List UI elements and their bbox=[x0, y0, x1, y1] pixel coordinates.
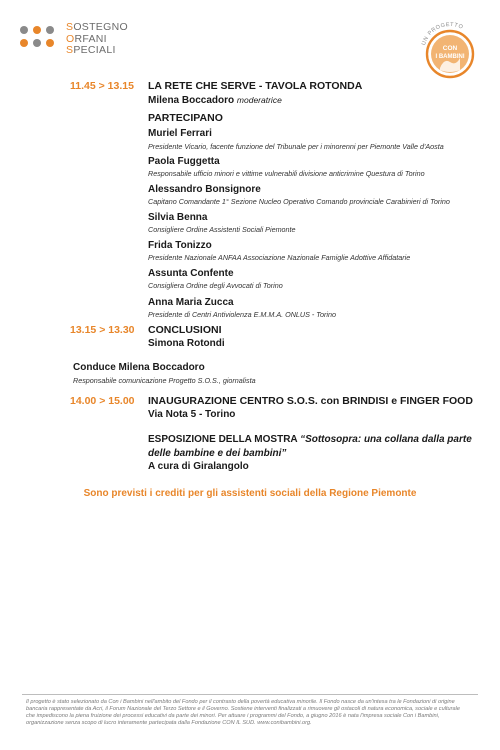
svg-text:I BAMBINI: I BAMBINI bbox=[435, 54, 465, 60]
exhibit-curator: A cura di Giralangolo bbox=[148, 461, 249, 472]
participant-role: Presidente di Centri Antiviolenza E.M.M.A. ONLUS - Torino bbox=[148, 310, 337, 319]
session2-speaker: Simona Rotondi bbox=[148, 338, 225, 349]
svg-text:UN PROGETTO: UN PROGETTO bbox=[420, 21, 465, 47]
credits-notice: Sono previsti i crediti per gli assistenti sociali della Regione Piemonte bbox=[83, 488, 417, 499]
footer-text: Il progetto è stato selezionato da Con i Bambini nell'ambito del Fondo per il contrasto della povertà educativa minorile. Il Fondo nasce da un'intesa tra le Fondazioni di origine bancaria rappresentate da Acri, il Forum Nazionale del Terzo Settore e il Governo. Sostiene interventi finalizzati a rimuovere gli ostacoli di natura economica, sociale e culturale che impediscono la piena fruizione dei processi educativi da parte dei minori. Per attuare i programmi del Fondo, a giugno 2016 è nata l'impresa sociale Con i Bambini, organizzazione senza scopo di lucro interamente partecipata dalla Fondazione CON IL SUD. www.conibambini.org. bbox=[26, 699, 460, 727]
session2-title: CONCLUSIONI bbox=[148, 324, 222, 336]
conduce-role: Responsabile comunicazione Progetto S.O.S., giornalista bbox=[73, 376, 256, 385]
conduce-title: Conduce Milena Boccadoro bbox=[73, 362, 205, 373]
session3-title: INAUGURAZIONE CENTRO S.O.S. con BRINDISI e FINGER FOOD bbox=[148, 395, 473, 407]
participant-role: Presidente Nazionale ANFAA Associazione Nazionale Famiglie Adottive Affidatarie bbox=[148, 253, 411, 262]
participant-role: Consigliere Ordine Assistenti Sociali Piemonte bbox=[148, 225, 296, 234]
participant-role: Consigliera Ordine degli Avvocati di Torino bbox=[148, 281, 283, 290]
session3-time: 14.00 > 15.00 bbox=[70, 395, 135, 407]
session3-address: Via Nota 5 - Torino bbox=[148, 409, 236, 420]
participant-role: Responsabile ufficio minori e vittime vulnerabili divisione anticrimine Questura di Torino bbox=[148, 169, 425, 178]
logo-mark bbox=[20, 26, 58, 52]
participant-name: Paola Fuggetta bbox=[148, 156, 220, 167]
exhibit-block: ESPOSIZIONE DELLA MOSTRA “Sottosopra: una collana dalla parte delle bambine e dei bambini” bbox=[148, 434, 472, 459]
participant-name: Alessandro Bonsignore bbox=[148, 184, 261, 195]
footer-divider bbox=[22, 694, 478, 695]
participant-name: Silvia Benna bbox=[148, 212, 208, 223]
session1-title: LA RETE CHE SERVE - TAVOLA ROTONDA bbox=[148, 80, 363, 92]
participant-name: Frida Tonizzo bbox=[148, 240, 212, 251]
participant-role: Presidente Vicario, facente funzione del Tribunale per i minorenni per Piemonte Valle d'Aosta bbox=[148, 142, 444, 151]
con-i-bambini-badge bbox=[414, 8, 484, 86]
session2-time: 13.15 > 13.30 bbox=[70, 324, 135, 336]
moderator: Milena Boccadoro moderatrice bbox=[148, 95, 282, 106]
svg-text:CON: CON bbox=[442, 45, 458, 52]
participant-name: Muriel Ferrari bbox=[148, 128, 212, 139]
participants-label: PARTECIPANO bbox=[148, 112, 223, 124]
session1-time: 11.45 > 13.15 bbox=[70, 80, 134, 92]
logo-wordmark: SOSTEGNO ORFANI SPECIALI bbox=[66, 21, 128, 56]
participant-name: Assunta Confente bbox=[148, 268, 234, 279]
participant-role: Capitano Comandante 1° Sezione Nucleo Operativo Comando provinciale Carabinieri di Torino bbox=[148, 197, 450, 206]
participant-name: Anna Maria Zucca bbox=[148, 297, 234, 308]
